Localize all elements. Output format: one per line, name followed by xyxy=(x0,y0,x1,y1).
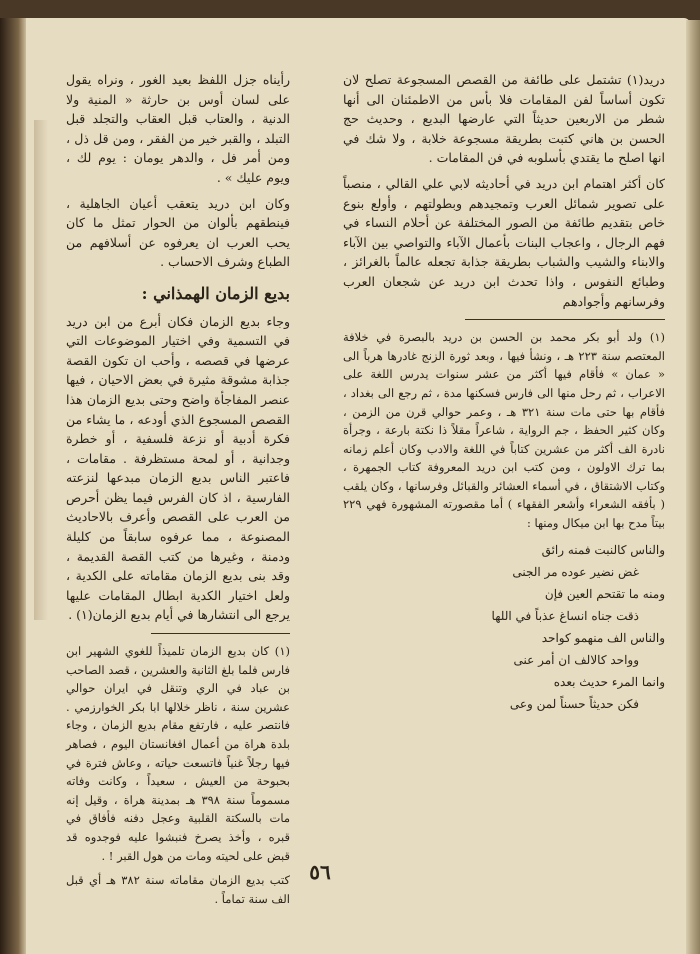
right-column xyxy=(343,70,665,715)
poem-verses xyxy=(343,539,665,715)
footnote-divider xyxy=(465,319,665,320)
left-footnote-1: (١) كان بديع الزمان تلميذاً للغوي الشهير ابن فارس فلما بلغ الثانية والعشرين ، قصد الصاحب بن عباد في الري وتنقل في ايران حوالي عشرين سنة ، ناظر خلالها ابا بكر الخوارزمي . فانتصر عليه ، فارتفع مقام بديع الزمان ، وجاء بلدة هراة من أعمال افغانستان اليوم ، فصاهر فيها رجلاً غنياً فاتسعت حياته ، وعاش فترة في بحبوحة من العيش ، سعيداً ، وكانت وفاته مسموماً سنة ٣٩٨ هـ بمدينة هراة ، وقيل إنه مات بالسكتة القلبية وعجل دفنه فأفاق في قبره ، وأخذ يصرخ فنبشوا عليه فوجدوه قد قبض على لحيته ومات من هول القبر ! . xyxy=(66,644,290,863)
right-paragraph-2: كان أكثر اهتمام ابن دريد في أحاديثه لابي علي القالي ، منصباً على تصوير شمائل العرب وتمجيدهم وبطولتهم ، وأولع بنوع خاص بتقديم طائفة من الصور المختلفة عن أحلام النساء في فهم الرجال ، واعجاب البنات بأعمال الآباء والتواصي بين الآباء والابناء والشيب والشباب بطريقة جذابة تجعله عالماً بالغرائز ، وطبائع النفوس ، واذا تحدث ابن دريد عن شجعان العرب وفرسانهم وأجوادهم xyxy=(343,175,665,309)
verse-line: وواحد كالالف ان أمر عنى xyxy=(513,652,639,667)
verse-line: وانما المرء حديث بعده xyxy=(553,674,665,689)
right-footnote: (١) ولد أبو بكر محمد بن الحسن بن دريد بالبصرة في خلافة المعتصم سنة ٢٢٣ هـ ، ونشأ فيها ، وبعد ثورة الزنج غادرها هرباً الى « عمان » فأقام فيها أكثر من عشر سنوات يدرس اللغة على الاعراب ، ثم رحل منها الى فارس فسكنها مدة ، ثم رجع الى بغداد ، فأقام بها حتى مات سنة ٣٢١ هـ ، وعمر حوالي قرن من الزمن ، وكان كثير الحفظ ، جم الرواية ، شاعراً مقلاً ذا نكتة بارعة ، وجرأة نادرة الف أكثر من عشرين كتاباً في اللغة والادب وكان أعلم زمانه بما ترك الاولون ، ومن كتب ابن دريد المعروفة كتاب الجمهرة ، وكتاب الاشتقاق ، في أسماء العشائر والقبائل وفرسانها ، وكان يلقب ( بأفقه الشعراء وأشعر الفقهاء ) أما مقصورته المشهورة فهي ٢٢٩ بيتاً مدح بها ابن ميكال ومنها : xyxy=(343,330,665,531)
right-paragraph-1: دريد‏(١) تشتمل على طائفة من القصص المسجوعة تصلح لان تكون أساساً لفن المقامات فلا بأس من الاطمئنان الى أنها شطر من الاربعين حديثاً التي عارضها البديع ، وحديث حج الحسن بن هاني كتبت بطريقة مسجوعة خلابة ، ولا شك في انها اصلح ما يقتدي بأسلوبه في فن المقامات . xyxy=(343,72,665,166)
page-stain xyxy=(34,120,48,620)
page-number: ٥٦ xyxy=(309,860,331,884)
verse-line: والناس كالنبت فمنه رائق xyxy=(541,542,665,557)
book-binding xyxy=(0,18,26,954)
page-edge xyxy=(686,20,700,954)
left-paragraph-2: وكان ابن دريد يتعقب أعيان الجاهلية ، فينطقهم بألوان من الحوار تمثل ما كان يحب العرب ان يعرفوه عن أسلافهم من الطباع وشرف الاحساب . xyxy=(66,195,290,270)
left-paragraph-1: رأيناه جزل اللفظ بعيد الغور ، ونراه يقول على لسان أوس بن حارثة « المنية ولا الدنية ، والعتاب قبل العقاب والتجلد قبل التبلد ، والقبر خير من الفقر ، ومن قل ذل ، ومن أمر فل ، والدهر يومان : يوم لك ، ويوم عليك » . xyxy=(66,72,290,185)
footnote-divider xyxy=(151,633,290,634)
verse-line: فكن حديثاً حسناً لمن وعى xyxy=(509,696,639,711)
section-paragraph: وجاء بديع الزمان فكان أبرع من ابن دريد في التسمية وفي اختيار الموضوعات التي عرضها في قصصه ، وأحب ان تكون القصة جذابة مشوقة مثيرة في بعض الاحيان ، فيها عنصر المفاجأة واضح وحتى بديع الزمان هذا القصص المسجوع الذي أودعه ، ما يشاء من فكرة أدبية أو نزعة فلسفية ، أو خطرة وجدانية ، أو لمحة مستظرفة . مقامات ، فاعتبر الناس بديع الزمان مبدعها لنزعته الفارسية ، اذ كان الفرس فيما يظن أحرص من العرب على القصص وأعرف بالاحاديث المصنوعة ، مما عرفوه سابقاً من كليلة ودمنة ، وغيرها من كتب القصة القديمة ، وقد بنى بديع الزمان مقاماته على الكدية ، ولعل اختيار الكدية ابطال المقامات عليها يرجع الى انتشارها في أيام بديع الزمان‏(١) . xyxy=(66,313,290,623)
left-column xyxy=(66,70,290,914)
verse-line: ومنه ما تقتحم العين فإن xyxy=(544,586,665,601)
section-heading: بديع الزمان الهمذاني : xyxy=(141,283,290,303)
left-footnote-2: كتب بديع الزمان مقاماته سنة ٣٨٢ هـ أي قبل الف سنة تماماً . xyxy=(66,873,290,906)
verse-line: والناس الف منهمو كواحد xyxy=(541,630,665,645)
verse-line: ذقت جناه انساغ عذباً في اللها xyxy=(491,608,639,623)
verse-line: غض نضير عوده مر الجنى xyxy=(512,564,639,579)
